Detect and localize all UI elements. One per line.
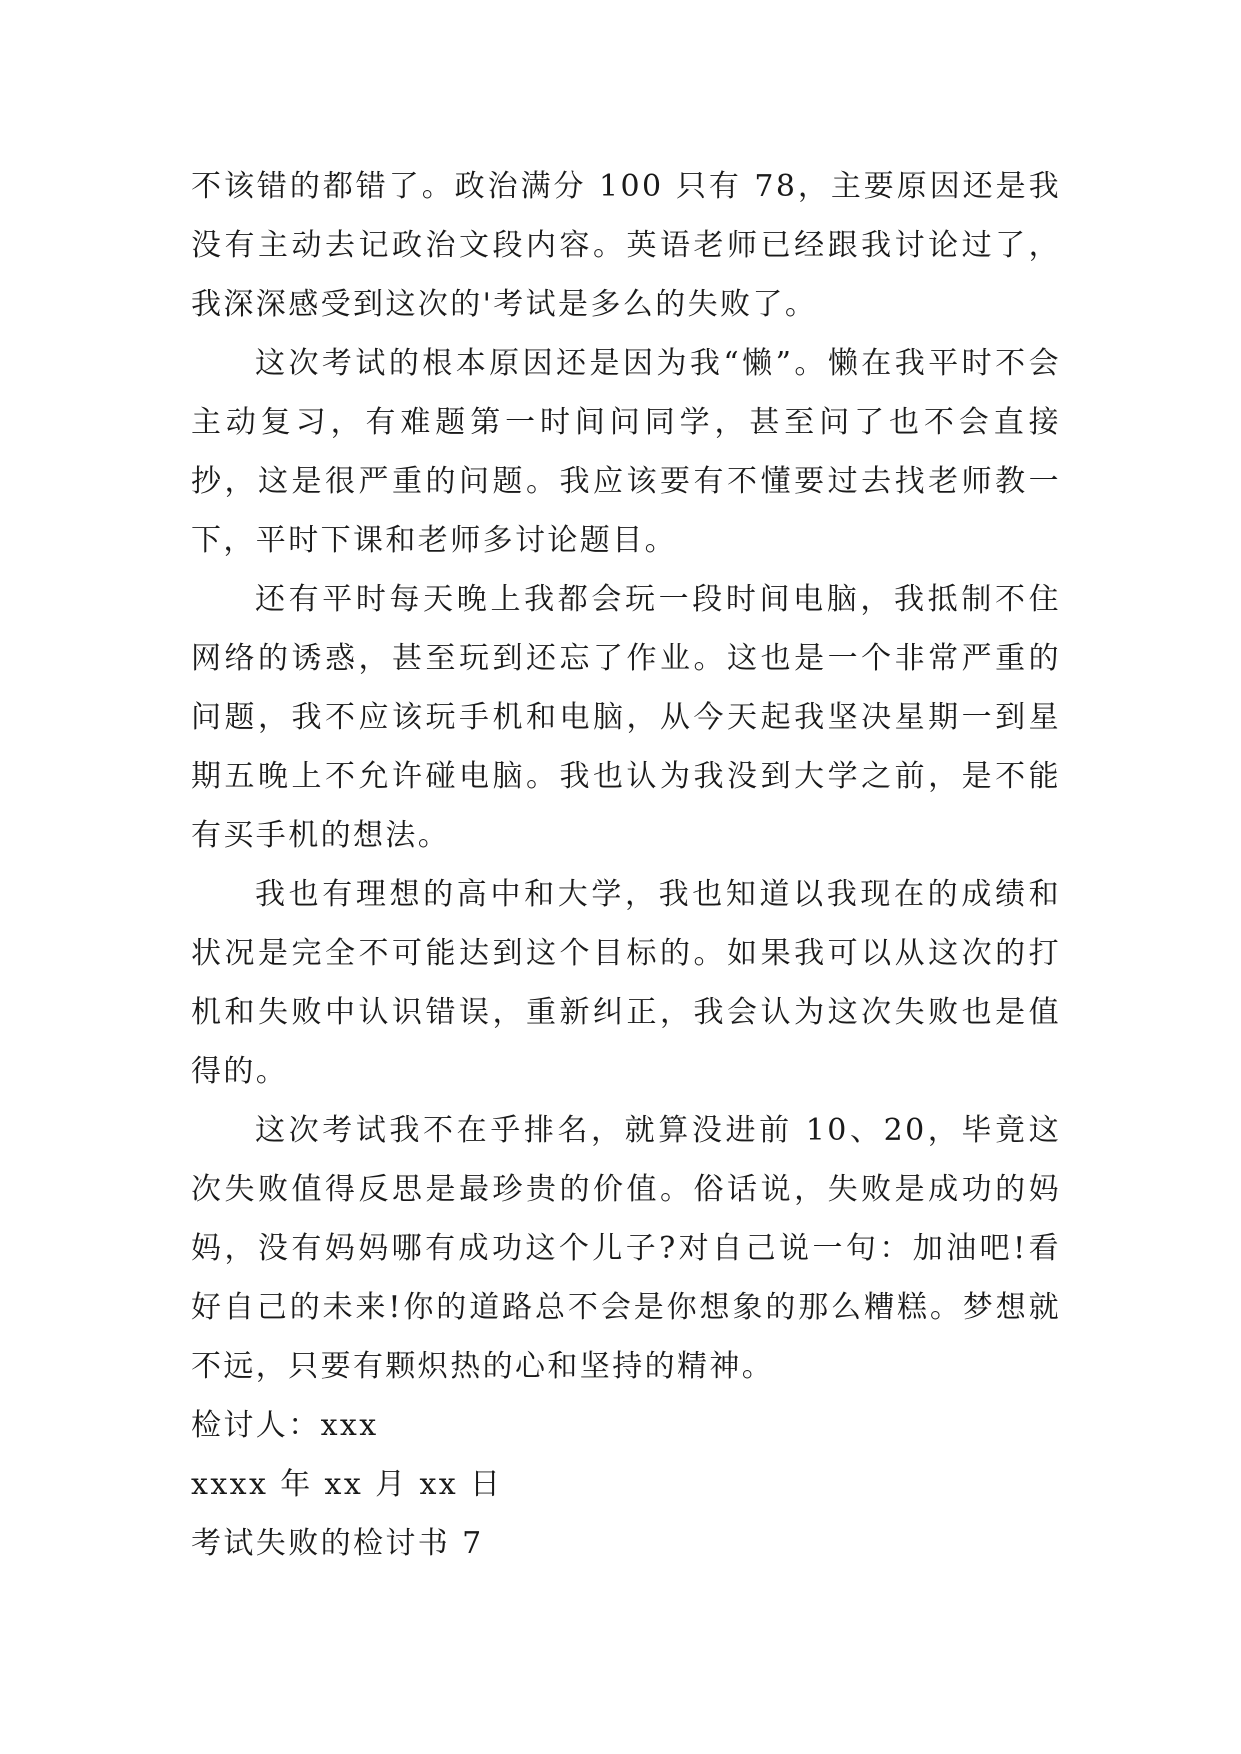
paragraph-ideal-school: 我也有理想的高中和大学，我也知道以我现在的成绩和状况是完全不可能达到这个目标的。如果我可以从这次的打机和失败中认识错误，重新纠正，我会认为这次失败也是值得的。 [191, 877, 1061, 1089]
next-section-heading: 考试失败的检讨书 7 [191, 1526, 484, 1561]
signature-line: 检讨人：xxx [191, 1408, 379, 1443]
paragraph-reason-lazy: 这次考试的根本原因还是因为我“懒”。懒在我平时不会主动复习，有难题第一时间问同学，甚至问了也不会直接抄，这是很严重的问题。我应该要有不懂要过去找老师教一下，平时下课和老师多讨论题目。 [191, 346, 1061, 558]
paragraph-computer-habit: 还有平时每天晚上我都会玩一段时间电脑，我抵制不住网络的诱惑，甚至玩到还忘了作业。这也是一个非常严重的问题，我不应该玩手机和电脑，从今天起我坚决星期一到星期五晚上不允许碰电脑。我也认为我没到大学之前，是不能有买手机的想法。 [191, 582, 1061, 853]
paragraph-reflection: 这次考试我不在乎排名，就算没进前 10、20，毕竟这次失败值得反思是最珍贵的价值。俗话说，失败是成功的妈妈，没有妈妈哪有成功这个儿子?对自己说一句：加油吧!看好自己的未来!你的道路总不会是你想象的那么糟糕。梦想就不远，只要有颗炽热的心和坚持的精神。 [191, 1113, 1061, 1384]
document-body [191, 157, 1061, 1573]
date-line: xxxx 年 xx 月 xx 日 [191, 1467, 503, 1502]
paragraph-continuation: 不该错的都错了。政治满分 100 只有 78，主要原因还是我没有主动去记政治文段内容。英语老师已经跟我讨论过了，我深深感受到这次的'考试是多么的失败了。 [191, 169, 1061, 322]
